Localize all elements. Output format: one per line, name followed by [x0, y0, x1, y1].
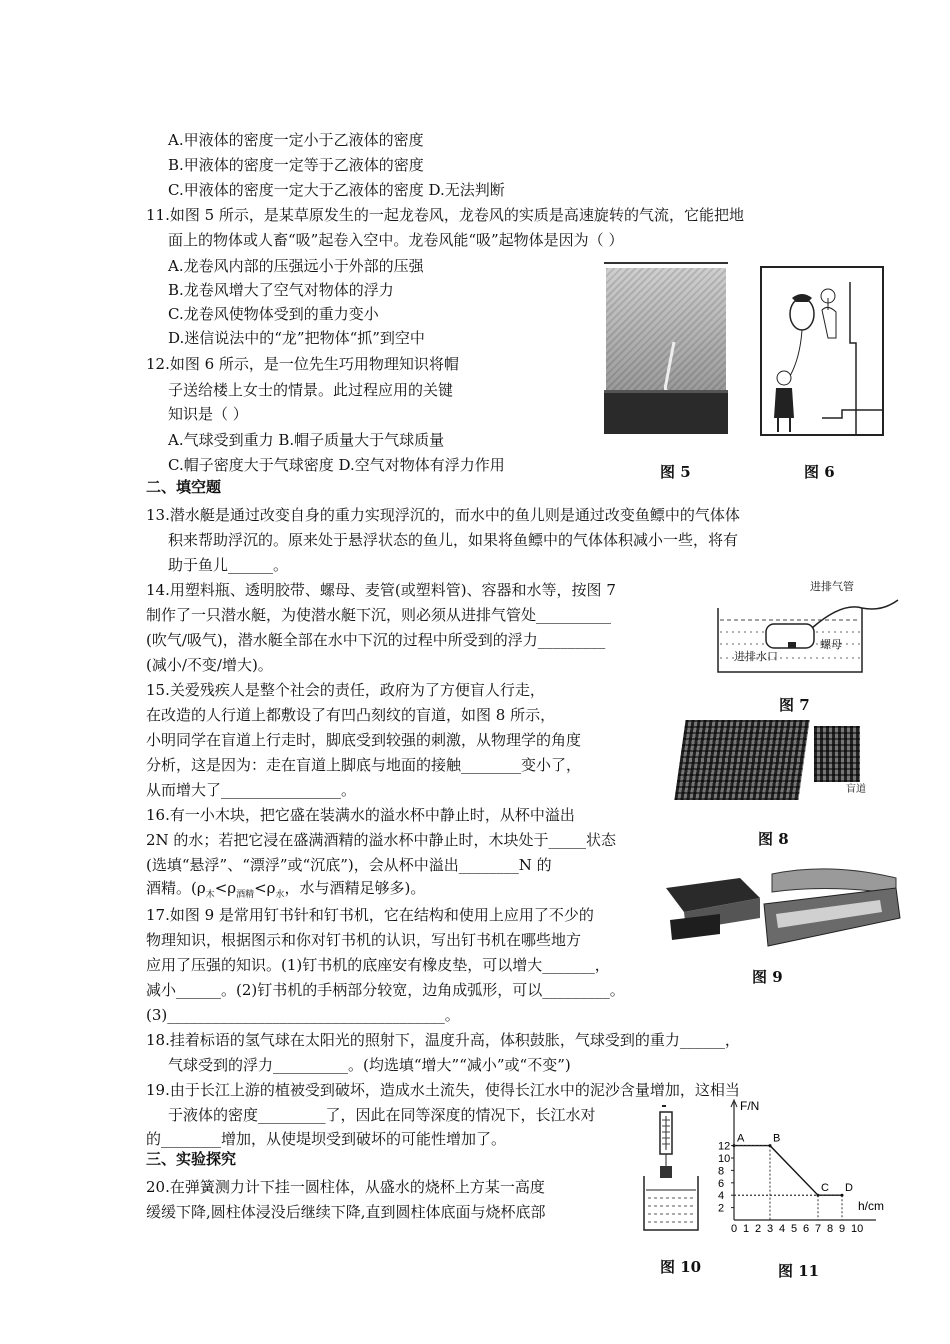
text-line-q15a: 15.关爱残疾人是整个社会的责任，政府为了方便盲人行走，	[146, 681, 545, 699]
figure-8-tactile-paving-photo	[680, 720, 880, 802]
x-tick-label: 2	[755, 1223, 762, 1235]
point-label-B: B	[773, 1132, 781, 1145]
text-line-q17a: 17.如图 9 是常用钉书针和钉书机，它在结构和使用上应用了不少的	[146, 906, 594, 924]
point-label-D: D	[845, 1182, 853, 1195]
text-line-q15c: 小明同学在盲道上行走时，脚底受到较强的刺激，从物理学的角度	[146, 731, 582, 749]
x-tick-label: 5	[791, 1223, 798, 1235]
text-line-q11C: C.龙卷风使物体受到的重力变小	[168, 305, 379, 323]
text-line-q11b: 面上的物体或人畜“吸”起卷入空中。龙卷风能“吸”起物体是因为（ ）	[168, 231, 624, 249]
x-axis-label: h/cm	[858, 1199, 885, 1213]
text-line-q18a: 18.挂着标语的氢气球在太阳光的照射下，温度升高，体积鼓胀，气球受到的重力______，	[146, 1031, 740, 1049]
x-tick-label: 0	[731, 1223, 738, 1235]
figure-9-stapler-photo	[660, 858, 906, 950]
figure-5-caption: 图 5	[660, 463, 691, 481]
figure-8-label: 盲道	[846, 784, 866, 795]
x-tick-label: 6	[803, 1223, 810, 1235]
x-tick-label: 9	[839, 1223, 846, 1235]
figure-7-inlet-label: 进排水口	[734, 650, 778, 663]
text-line-q17e: (3)_____________________________________。	[146, 1006, 460, 1024]
q16-line-d: 酒精。($\rho_木<\rho_{酒精}<\rho_水$，水与酒精足够多)。	[146, 879, 426, 900]
figure-11-chart	[712, 1096, 912, 1246]
figure-5-tornado-photo	[604, 262, 728, 436]
text-line-q19c: 的________增加，从使堤坝受到破坏的可能性增加了。	[146, 1130, 507, 1148]
text-line-q16c: (选填“悬浮”、“漂浮”或“沉底”)，会从杯中溢出________N 的	[146, 856, 552, 874]
figure-6-balloon-illustration	[760, 266, 884, 436]
text-line-q16a: 16.有一小木块，把它盛在装满水的溢水杯中静止时，从杯中溢出	[146, 806, 575, 824]
text-line-q20a: 20.在弹簧测力计下挂一圆柱体，从盛水的烧杯上方某一高度	[146, 1178, 545, 1196]
y-tick-label: 2	[718, 1202, 725, 1215]
section-title-experiment: 三、实验探究	[146, 1152, 237, 1168]
text-line-q14b: 制作了一只潜水艇，为使潜水艇下沉，则必须从进排气管处__________	[146, 606, 612, 624]
text-line-q13b: 积来帮助浮沉的。原来处于悬浮状态的鱼儿，如果将鱼鳔中的气体体积减小一些，将有	[168, 531, 739, 549]
figure-7-pipe-label: 进排气管	[810, 580, 854, 593]
text-line-q17d: 减小______。(2)钉书机的手柄部分较宽，边角成弧形，可以_________。	[146, 981, 625, 999]
y-tick-label: 12	[718, 1140, 731, 1153]
text-line-q17c: 应用了压强的知识。(1)钉书机的底座安有橡皮垫，可以增大_______，	[146, 956, 610, 974]
text-line-q19b: 于液体的密度_________了，因此在同等深度的情况下，长江水对	[168, 1106, 596, 1124]
text-line-q14d: (减小/不变/增大)。	[146, 656, 273, 674]
x-tick-label: 10	[851, 1223, 864, 1235]
text-line-q12AB: A.气球受到重力 B.帽子质量大于气球质量	[168, 431, 445, 449]
y-tick-label: 6	[718, 1177, 725, 1190]
x-tick-label: 1	[743, 1223, 750, 1235]
point-label-A: A	[737, 1132, 745, 1145]
y-tick-label: 8	[718, 1165, 725, 1178]
text-line-q12a: 12.如图 6 所示，是一位先生巧用物理知识将帽	[146, 355, 459, 373]
text-line-q15b: 在改造的人行道上都敷设了有凹凸刻纹的盲道，如图 8 所示，	[146, 706, 556, 724]
text-line-q17b: 物理知识，根据图示和你对钉书机的认识，写出钉书机在哪些地方	[146, 931, 582, 949]
data-point	[769, 1144, 772, 1147]
text-line-q16b: 2N 的水；若把它浸在盛满酒精的溢水杯中静止时，木块处于_____状态	[146, 831, 616, 849]
text-line-q10c: C.甲液体的密度一定大于乙液体的密度 D.无法判断	[168, 181, 505, 199]
text-line-q11A: A.龙卷风内部的压强远小于外部的压强	[168, 257, 424, 275]
text-line-q10b: B.甲液体的密度一定等于乙液体的密度	[168, 156, 424, 174]
text-line-q15e: 从而增大了________________。	[146, 781, 357, 799]
figure-9-caption: 图 9	[752, 968, 783, 986]
text-line-q14c: (吹气/吸气)，潜水艇全部在水中下沉的过程中所受到的浮力_________	[146, 631, 606, 649]
text-line-q12b: 子送给楼上女士的情景。此过程应用的关键	[168, 381, 454, 399]
y-axis-label: F/N	[740, 1099, 760, 1113]
figure-10-spring-scale-beaker	[640, 1104, 704, 1234]
figure-7-nut-label: 螺母	[820, 638, 842, 651]
data-point	[841, 1194, 844, 1197]
x-tick-label: 3	[767, 1223, 774, 1235]
figure-7-submarine-diagram	[712, 582, 902, 676]
figure-11-chart-svg	[712, 1096, 912, 1246]
text-line-q14a: 14.用塑料瓶、透明胶带、螺母、麦管(或塑料管)、容器和水等，按图 7	[146, 581, 616, 599]
text-line-q11B: B.龙卷风增大了空气对物体的浮力	[168, 281, 394, 299]
figure-11-caption: 图 11	[778, 1262, 820, 1280]
text-line-q18b: 气球受到的浮力__________。(均选填“增大”“减小”或“不变”)	[168, 1056, 571, 1074]
y-tick-label: 4	[718, 1190, 725, 1203]
x-tick-label: 7	[815, 1223, 822, 1235]
figure-8-caption: 图 8	[758, 830, 789, 848]
point-label-C: C	[821, 1182, 829, 1195]
text-line-q20b: 缓缓下降,圆柱体浸没后继续下降,直到圆柱体底面与烧杯底部	[146, 1203, 546, 1221]
text-line-q12CD: C.帽子密度大于气球密度 D.空气对物体有浮力作用	[168, 456, 505, 474]
text-line-q13a: 13.潜水艇是通过改变自身的重力实现浮沉的，而水中的鱼儿则是通过改变鱼鳔中的气体体	[146, 506, 740, 524]
x-tick-label: 4	[779, 1223, 786, 1235]
section-title-fill: 二、填空题	[146, 480, 222, 496]
figure-10-caption: 图 10	[660, 1258, 702, 1276]
text-line-q19a: 19.由于长江上游的植被受到破坏，造成水土流失，使得长江水中的泥沙含量增加，这相当	[146, 1081, 740, 1099]
figure-6-caption: 图 6	[804, 463, 835, 481]
text-line-q10a: A.甲液体的密度一定小于乙液体的密度	[168, 131, 424, 149]
figure-7-caption: 图 7	[779, 696, 810, 714]
text-line-q11D: D.迷信说法中的“龙”把物体“抓”到空中	[168, 329, 425, 347]
text-line-q12c: 知识是（ ）	[168, 405, 248, 423]
text-line-q15d: 分析，这是因为：走在盲道上脚底与地面的接触________变小了，	[146, 756, 582, 774]
text-line-q11a: 11.如图 5 所示，是某草原发生的一起龙卷风，龙卷风的实质是高速旋转的气流，它能把地	[146, 206, 744, 224]
text-line-q13c: 助于鱼儿______。	[168, 556, 289, 574]
y-tick-label: 10	[718, 1153, 731, 1165]
x-tick-label: 8	[827, 1223, 834, 1235]
